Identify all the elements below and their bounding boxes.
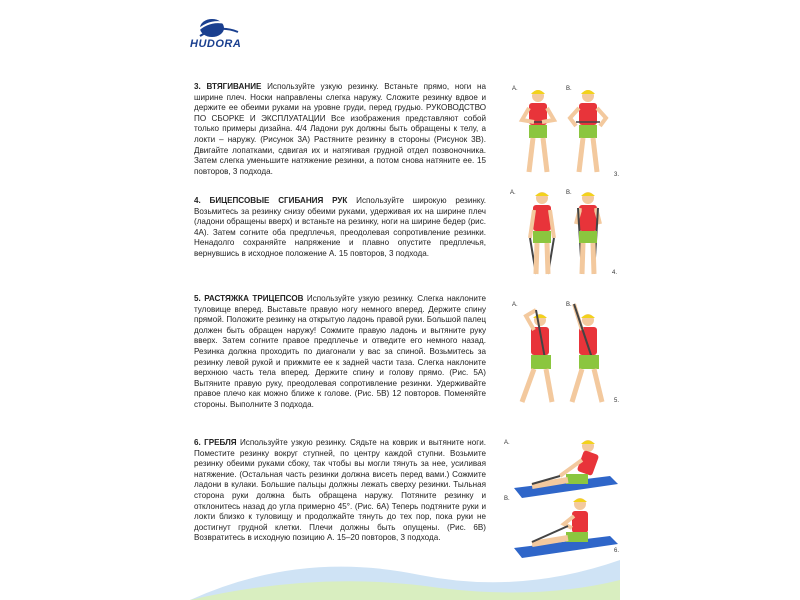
figure-3-illustration [516,82,616,180]
figure-label: B. [566,302,572,308]
figure-label: A. [512,86,518,92]
person-figure-icon [530,192,554,274]
section-title: 3. ВТЯГИВАНИЕ [194,82,262,91]
person-figure-icon [572,304,602,402]
section-text: Используйте узкую резинку. Слегка наклоните туловище вперед. Выставьте правую ногу немного вперед. Держите спину прямой. Положите резинку на открытую ладонь правой руки. Большой палец должен быть обращен наружу! Сожмите правую ладонь и вытяните руку вверх. Затем согните правое предплечье и отведите его немного назад. Резинка должна проходить по диагонали у вас за спиной. Возьмитесь за резинку левой рукой и прижмите ее к задней части таза. Слегка наклоните верхнюю часть тела вперед. Держите спину и голову прямо. (Рис. 5А) Вытяните правую руку, преодолевая сопротивление резинки. Удерживайте правое плечо как можно ближе к голове. (Рис. 5В) 12 повторов. Поменяйте стороны. Выполните 3 подхода. [194,294,486,409]
section-text: Используйте узкую резинку. Встаньте прямо, ноги на ширине плеч. Носки направлены слегка наружу. Сложите резинку вдвое и держите ее обеими руками на уровне груди, перед грудью. РУКОВОДСТВО ПО СБОРКЕ И ЭКСПЛУАТАЦИИ Все изображения представляют собой только примеры дизайна. 4/4 Ладони рук должны быть обращены к телу, а локти – наружу. (Рисунок 3А) Растяните резинку в стороны (Рисунок 3В). Двигайте лопатками, сдвигая их и натягивая грудной отдел позвоночника. Затем слегка уменьшите натяжение резинки, а потом снова натяните ее. 15 повторов, 3 подхода. [194,82,486,176]
figure-label: B. [566,190,572,196]
person-figure-icon [570,90,606,172]
person-figure-icon [522,90,554,172]
section-title: 5. РАСТЯЖКА ТРИЦЕПСОВ [194,294,304,303]
decorative-waves-icon [0,520,800,600]
figure-label: B. [504,496,510,502]
figure-label: A. [512,302,518,308]
section-text: Используйте узкую резинку. Сядьте на коврик и вытяните ноги. Поместите резинку вокруг ступней, по центру каждой ступни. Возьмите резинку обеими руками сбоку, так чтобы вы могли тянуть за нее, усиливая натяжение. (Остальная часть резинки должна висеть перед вами.) Сожмите ладони в кулаки. Большие пальцы должны лежать сверху резинки. Тыльная сторона руки должна быть обращена наружу. Потяните резинку и отклонитесь назад до угла примерно 45°. (Рис. 6А) Теперь подтяните руки и локти близко к туловищу и продолжайте тянуть до тех пор, пока руки не достигнут грудной клетки. Плечи должны быть опущены. (Рис. 6В) Возвратитесь в исходную позицию А. 15–20 повторов, 3 подхода. [194,438,487,543]
person-figure-icon [522,310,552,402]
section-triceps [194,294,486,411]
section-text: Используйте широкую резинку. Возьмитесь за резинку снизу обеими руками, удерживая их на ширине плеч (ладони обращены вверх) и встаньте на резинку, ноги на ширине бедер (рис. 4А). Затем согните оба предплечья, преодолевая сопротивление резинки. Ненадолго сохраняйте напряжение и плавно опустите предплечья, вернувшись в исходное положение А. 15 повторов, 3 подхода. [194,196,486,258]
figure-label: A. [510,190,516,196]
figure-4-illustration [516,186,616,280]
section-title: 4. БИЦЕПСОВЫЕ СГИБАНИЯ РУК [194,196,348,205]
brand-name: HUDORA [190,38,242,50]
figure-label: 5. [614,398,620,404]
figure-label: A. [504,440,510,446]
figure-label: 3. [614,172,620,178]
figure-label: 4. [612,270,618,276]
person-figure-icon [576,192,600,274]
figure-label: B. [566,86,572,92]
section-pull [194,82,486,177]
figure-5-illustration [514,298,618,410]
section-title: 6. ГРЕБЛЯ [194,438,237,447]
figure-label: 6. [614,548,620,554]
section-biceps [194,196,486,260]
